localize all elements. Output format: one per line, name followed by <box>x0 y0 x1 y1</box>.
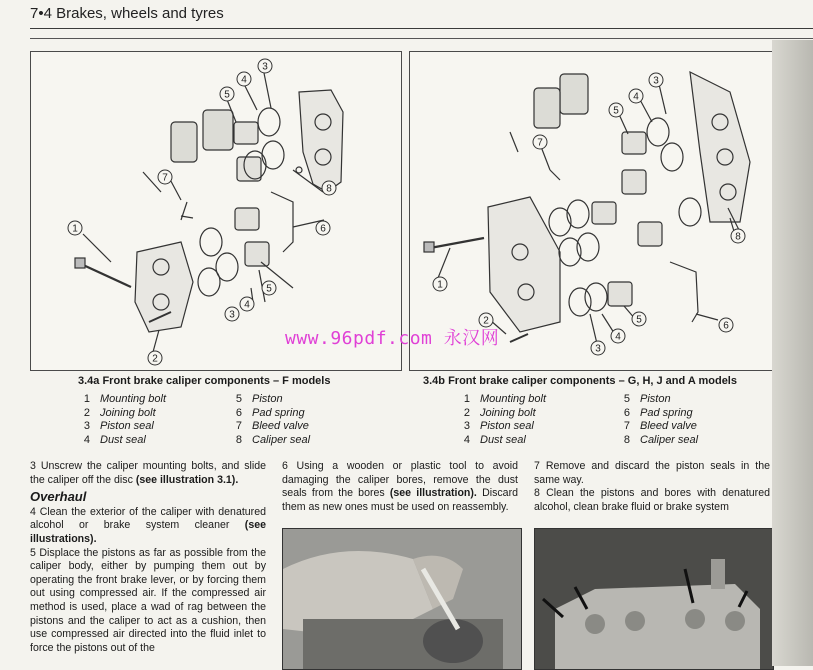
text-column-2 <box>282 460 518 514</box>
paragraph-8: 8 Clean the pistons and bores with denatured alcohol, clean brake fluid or brake system <box>534 487 770 513</box>
legend-item: 2 Joining bolt <box>83 406 156 419</box>
legend-item: 8 Caliper seal <box>235 433 311 446</box>
figure-a-caption: 3.4a Front brake caliper components – F models <box>78 375 331 387</box>
legend-item: 4 Dust seal <box>83 433 146 446</box>
legend-item: 4 Dust seal <box>463 433 526 446</box>
rule-line <box>30 38 813 39</box>
callout-7-a: 7 <box>162 172 168 184</box>
callout-1-a: 1 <box>72 223 78 235</box>
legend-item: 7 Bleed valve <box>623 420 697 433</box>
chapter-title: Brakes, wheels and tyres <box>56 5 224 22</box>
legend-item: 3 Piston seal <box>463 420 534 433</box>
watermark: www.96pdf.com 永汉网 <box>285 328 500 349</box>
callout-3-b: 3 <box>653 75 659 87</box>
callout-3-a: 3 <box>262 61 268 73</box>
callout-8-b: 8 <box>735 231 741 243</box>
paragraph-4: 4 Clean the exterior of the caliper with denatured alcohol or brake system cleaner (see illustrations). <box>30 505 266 545</box>
callout-8-a: 8 <box>326 183 332 195</box>
callout-5b-a: 5 <box>266 283 272 295</box>
illustration-ref: (see illustrations). <box>30 519 266 545</box>
text-column-1 <box>30 460 266 655</box>
legend-a-right <box>220 393 374 447</box>
legend-item: 1 Mounting bolt <box>83 393 167 405</box>
caliper-exploded-view-f <box>31 52 401 370</box>
callout-2-b: 2 <box>483 315 489 327</box>
callout-4b-a: 4 <box>244 299 250 311</box>
legend-item: 7 Bleed valve <box>235 420 309 433</box>
legend-item: 2 Joining bolt <box>463 406 536 419</box>
photo-dust-seal-removal <box>282 528 522 670</box>
callout-4b-b: 4 <box>615 331 621 343</box>
legend-item: 5 Piston <box>623 393 671 405</box>
legend-item: 5 Piston <box>235 393 283 405</box>
illustration-ref: (see illustration 3.1). <box>135 473 239 486</box>
caliper-exploded-view-g <box>410 52 772 370</box>
legend-item: 8 Caliper seal <box>623 433 699 446</box>
callout-2-a: 2 <box>152 353 158 365</box>
legend-a-left <box>68 393 222 447</box>
paragraph-3: 3 Unscrew the caliper mounting bolts, and slide the caliper off the disc (see illustration 3.1). <box>30 460 266 486</box>
legend-b-right <box>608 393 762 447</box>
section-heading: Overhaul <box>30 489 87 505</box>
legend-b-left <box>448 393 602 447</box>
legend-item: 1 Mounting bolt <box>463 393 547 405</box>
caliper-with-arrows-image <box>535 529 773 669</box>
callout-3b-a: 3 <box>229 309 235 321</box>
callout-6-a: 6 <box>320 223 326 235</box>
illustration-ref: (see illustration). <box>389 487 477 500</box>
callout-3b-b: 3 <box>595 343 601 355</box>
legend-item: 6 Pad spring <box>623 406 693 419</box>
callout-5-a: 5 <box>224 89 230 101</box>
hand-holding-caliper-image <box>283 529 521 669</box>
figure-b-drawing <box>409 51 773 371</box>
callout-5-b: 5 <box>613 105 619 117</box>
paragraph-7: 7 Remove and discard the piston seals in the same way. <box>534 460 770 486</box>
callout-6-b: 6 <box>723 320 729 332</box>
paragraph-5: 5 Displace the pistons as far as possible from the caliper body, either by pumping them out by operating the front brake lever, or by forcing them out using compressed air. If the compressed air method is used, place a wad of rag between the pistons and the caliper to act as a cushion, then use compressed air directed into the fluid inlet to force the pistons out of the <box>30 546 266 654</box>
callout-4-a: 4 <box>241 74 247 86</box>
callout-7-b: 7 <box>537 137 543 149</box>
scan-margin <box>772 40 813 666</box>
legend-item: 6 Pad spring <box>235 406 305 419</box>
callout-5b-b: 5 <box>636 314 642 326</box>
paragraph-6: 6 Using a wooden or plastic tool to avoid damaging the caliper bores, remove the dust seals from the bores (see illustration). Discard them as new ones must be used on reassembly. <box>282 460 518 513</box>
photo-caliper-bolts <box>534 528 774 670</box>
figure-a-drawing <box>30 51 402 371</box>
text-column-3 <box>534 460 770 514</box>
page-header <box>30 4 813 29</box>
legend-item: 3 Piston seal <box>83 420 154 433</box>
callout-4-b: 4 <box>633 91 639 103</box>
callout-1-b: 1 <box>437 279 443 291</box>
page-number: 7•4 <box>30 5 52 22</box>
figure-b-caption: 3.4b Front brake caliper components – G, H, J and A models <box>423 375 737 387</box>
